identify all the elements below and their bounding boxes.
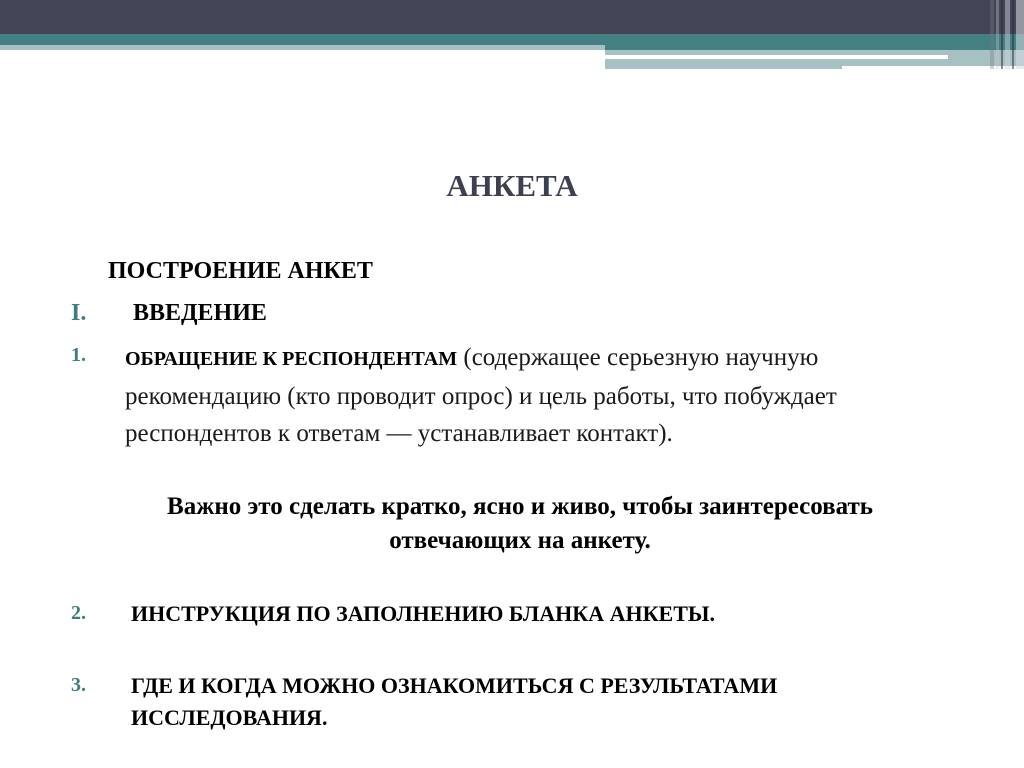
section-heading: ВВЕДЕНИЕ xyxy=(133,300,267,326)
header-light-strip-tail xyxy=(605,66,842,69)
list-item-1-text: (содержащее серьезную научную рекомендацию (кто проводит опрос) и цель работы, что побуждает респондентов к ответам — устанавливает контакт). xyxy=(125,344,837,447)
list-item-3: ГДЕ И КОГДА МОЖНО ОЗНАКОМИТЬСЯ С РЕЗУЛЬТАТАМИ ИССЛЕДОВАНИЯ. xyxy=(131,673,778,730)
list-marker-1: 1. xyxy=(71,344,86,366)
header-dark-band xyxy=(0,0,1024,34)
list-item-1 xyxy=(125,339,955,452)
slide-title: АНКЕТА xyxy=(446,168,578,203)
header-vertical-stripes xyxy=(990,0,1024,69)
list-marker-2: 2. xyxy=(71,602,86,624)
slide-subtitle: ПОСТРОЕНИЕ АНКЕТ xyxy=(108,258,373,284)
header-light-strip-left xyxy=(0,45,605,50)
section-marker: I. xyxy=(71,300,87,326)
header-teal-band-left xyxy=(0,34,605,45)
header-teal-band-right xyxy=(605,34,1024,50)
slide-header-decoration xyxy=(0,0,1024,70)
list-item-2: ИНСТРУКЦИЯ ПО ЗАПОЛНЕНИЮ БЛАНКА АНКЕТЫ. xyxy=(131,601,715,626)
list-item-1-lead: ОБРАЩЕНИЕ К РЕСПОНДЕНТАМ xyxy=(125,348,458,370)
emphasis-note: Важно это сделать кратко, ясно и живо, чтобы заинтересовать отвечающих на анкету. xyxy=(167,493,873,554)
list-marker-3: 3. xyxy=(71,674,86,696)
header-light-strip-lower xyxy=(605,59,1024,66)
